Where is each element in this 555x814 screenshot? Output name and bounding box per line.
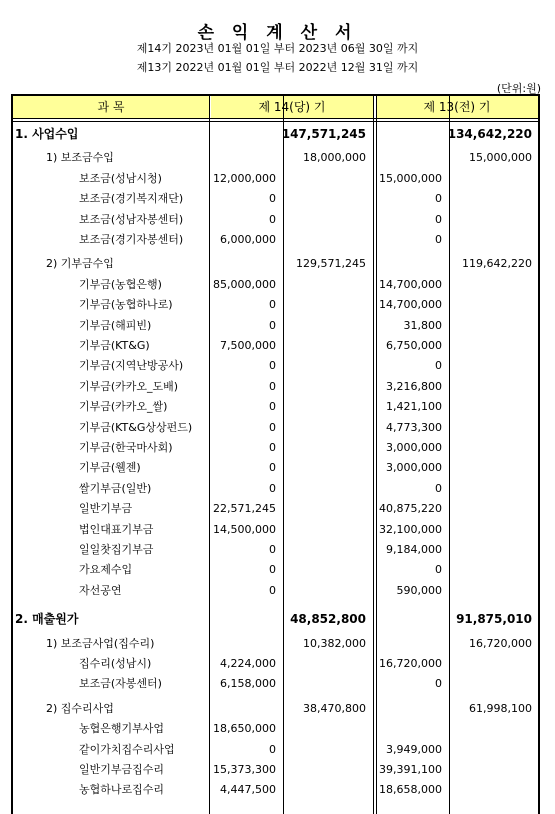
row-label: 2. 매출원가	[15, 612, 79, 627]
table-row	[13, 418, 538, 438]
header-current: 제 14(당) 기	[211, 96, 373, 118]
prior-total-amount: 119,642,220	[462, 257, 532, 271]
header-rule	[11, 118, 540, 119]
table-row	[13, 438, 538, 458]
current-total-amount: 18,000,000	[303, 151, 366, 165]
current-detail-amount: 0	[269, 742, 276, 756]
prior-detail-amount: 3,216,800	[386, 379, 442, 393]
current-total-amount: 147,571,245	[281, 127, 366, 141]
table-row	[13, 377, 538, 397]
prior-detail-amount: 3,000,000	[386, 441, 442, 454]
table-row	[13, 719, 538, 739]
current-detail-amount: 0	[269, 212, 276, 226]
prior-detail-amount: 1,421,100	[386, 400, 442, 414]
current-detail-amount: 0	[269, 441, 276, 454]
row-label: 2) 기부금수입	[46, 257, 114, 271]
current-detail-amount: 85,000,000	[213, 277, 276, 291]
row-label: 일반기부금집수리	[79, 763, 165, 776]
table-row	[13, 169, 538, 189]
current-detail-amount: 6,158,000	[220, 677, 276, 691]
current-detail-amount: 18,650,000	[213, 722, 276, 736]
statement-title: 손 익 계 산 서	[197, 23, 358, 43]
current-detail-amount: 0	[269, 400, 276, 414]
row-label: 농협하나로집수리	[79, 783, 165, 797]
prior-detail-amount: 16,720,000	[379, 657, 442, 670]
prior-detail-amount: 9,184,000	[386, 543, 442, 556]
table-row	[13, 210, 538, 230]
row-label: 기부금(한국마사회)	[79, 441, 173, 454]
table-row	[13, 674, 538, 694]
row-label: 법인대표기부금	[79, 522, 154, 536]
table-row	[13, 254, 538, 274]
header-prior: 제 13(전) 기	[376, 96, 538, 118]
current-detail-amount: 0	[269, 543, 276, 556]
prior-detail-amount: 0	[435, 212, 442, 226]
prior-detail-amount: 4,773,300	[386, 420, 442, 434]
table-row	[13, 654, 538, 674]
prior-total-amount: 134,642,220	[447, 127, 532, 141]
row-label: 같이가치집수리사업	[79, 742, 175, 756]
prior-detail-amount: 590,000	[396, 583, 442, 597]
current-detail-amount: 0	[269, 318, 276, 332]
table-row	[13, 760, 538, 780]
prior-total-amount: 15,000,000	[469, 151, 532, 165]
table-row	[13, 124, 538, 144]
row-label: 기부금(지역난방공사)	[79, 359, 184, 373]
header-account: 과 목	[13, 96, 209, 118]
current-detail-amount: 6,000,000	[220, 233, 276, 246]
row-label: 가요제수입	[79, 563, 133, 577]
period-prior: 제13기 2022년 01월 01일 부터 2022년 12월 31일 까지	[136, 61, 419, 74]
table-row	[13, 295, 538, 315]
table-row	[13, 458, 538, 478]
period-current: 제14기 2023년 01월 01일 부터 2023년 06월 30일 까지	[136, 42, 419, 55]
current-detail-amount: 0	[269, 192, 276, 206]
current-detail-amount: 0	[269, 359, 276, 373]
prior-detail-amount: 32,100,000	[379, 522, 442, 536]
row-label: 보조금(성남시청)	[79, 171, 162, 185]
current-detail-amount: 22,571,245	[213, 502, 276, 516]
prior-total-amount: 91,875,010	[456, 612, 532, 627]
table-row	[13, 479, 538, 499]
current-detail-amount: 0	[269, 379, 276, 393]
row-label: 1) 보조금수입	[46, 151, 114, 165]
prior-detail-amount: 6,750,000	[386, 339, 442, 352]
table-row	[13, 499, 538, 519]
table-row	[13, 740, 538, 760]
table-row	[13, 148, 538, 168]
row-label: 1) 보조금사업(집수리)	[46, 636, 155, 650]
current-detail-amount: 0	[269, 563, 276, 577]
current-detail-amount: 0	[269, 298, 276, 312]
table-row	[13, 634, 538, 654]
table-row	[13, 336, 538, 356]
prior-detail-amount: 18,658,000	[379, 783, 442, 797]
current-detail-amount: 0	[269, 481, 276, 495]
prior-detail-amount: 14,700,000	[379, 277, 442, 291]
prior-detail-amount: 39,391,100	[379, 763, 442, 776]
table-row	[13, 560, 538, 580]
row-label: 일일찻집기부금	[79, 543, 154, 556]
prior-detail-amount: 14,700,000	[379, 298, 442, 312]
unit-label: (단위:원)	[496, 82, 541, 95]
row-label: 일반기부금	[79, 502, 133, 516]
row-label: 기부금(농협하나로)	[79, 298, 173, 312]
row-label: 2) 집수리사업	[46, 701, 114, 715]
prior-detail-amount: 0	[435, 359, 442, 373]
row-label: 농협은행기부사업	[79, 722, 165, 736]
table-row	[13, 356, 538, 376]
prior-detail-amount: 0	[435, 481, 442, 495]
prior-detail-amount: 31,800	[403, 318, 442, 332]
row-label: 1. 사업수입	[15, 127, 79, 141]
row-label: 보조금(성남자봉센터)	[79, 212, 184, 226]
row-label: 기부금(농협은행)	[79, 277, 162, 291]
row-label: 보조금(경기자봉센터)	[79, 233, 184, 246]
current-detail-amount: 14,500,000	[213, 522, 276, 536]
current-total-amount: 129,571,245	[296, 257, 366, 271]
prior-total-amount: 16,720,000	[469, 636, 532, 650]
table-row	[13, 581, 538, 601]
table-row	[13, 397, 538, 417]
current-total-amount: 10,382,000	[303, 636, 366, 650]
table-row	[13, 189, 538, 209]
current-detail-amount: 4,224,000	[220, 657, 276, 670]
row-label: 기부금(해피빈)	[79, 318, 152, 332]
table-row	[13, 230, 538, 250]
row-label: 집수리(성남시)	[79, 657, 152, 670]
table-row	[13, 316, 538, 336]
current-detail-amount: 0	[269, 420, 276, 434]
prior-detail-amount: 40,875,220	[379, 502, 442, 516]
prior-detail-amount: 0	[435, 563, 442, 577]
current-detail-amount: 0	[269, 461, 276, 475]
row-label: 기부금(KT&G상상펀드)	[79, 420, 193, 434]
table-row	[13, 699, 538, 719]
row-label: 기부금(KT&G)	[79, 339, 150, 352]
table-row	[13, 609, 538, 629]
row-label: 보조금(경기복지재단)	[79, 192, 184, 206]
prior-total-amount: 61,998,100	[469, 701, 532, 715]
current-total-amount: 38,470,800	[303, 701, 366, 715]
table-row	[13, 520, 538, 540]
prior-detail-amount: 0	[435, 192, 442, 206]
current-detail-amount: 0	[269, 583, 276, 597]
table-row	[13, 275, 538, 295]
prior-detail-amount: 0	[435, 677, 442, 691]
row-label: 쌀기부금(일반)	[79, 481, 152, 495]
table-row	[13, 540, 538, 560]
row-label: 기부금(카카오_쌀)	[79, 400, 168, 414]
row-label: 보조금(자봉센터)	[79, 677, 162, 691]
row-label: 자선공연	[79, 583, 122, 597]
prior-detail-amount: 3,949,000	[386, 742, 442, 756]
prior-detail-amount: 15,000,000	[379, 171, 442, 185]
current-detail-amount: 12,000,000	[213, 171, 276, 185]
current-detail-amount: 4,447,500	[220, 783, 276, 797]
row-label: 기부금(카카오_도배)	[79, 379, 179, 393]
current-detail-amount: 15,373,300	[213, 763, 276, 776]
table-row	[13, 780, 538, 800]
prior-detail-amount: 0	[435, 233, 442, 246]
header-rule-double	[11, 121, 540, 122]
current-detail-amount: 7,500,000	[220, 339, 276, 352]
current-total-amount: 48,852,800	[290, 612, 366, 627]
row-label: 기부금(웰젠)	[79, 461, 141, 475]
prior-detail-amount: 3,000,000	[386, 461, 442, 475]
